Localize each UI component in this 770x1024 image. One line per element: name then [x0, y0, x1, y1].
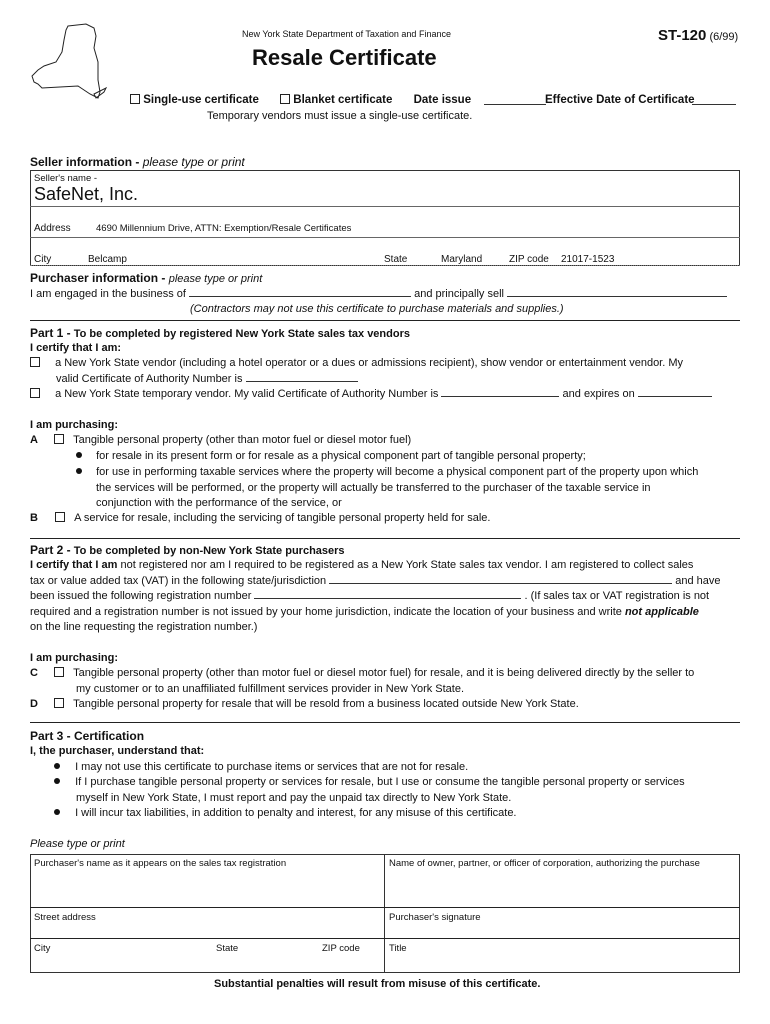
part3-bullet-2-line1: If I purchase tangible personal property or services for resale, but I use or consume the tangible personal property or services — [75, 776, 685, 788]
seller-state-value[interactable]: Maryland — [441, 254, 483, 265]
part2-line1 — [30, 559, 693, 571]
part1-heading-text: To be completed by registered New York State sales tax vendors — [73, 328, 410, 340]
option-a — [30, 434, 411, 446]
vendor-line2 — [56, 373, 358, 385]
temp-authority-number-field[interactable] — [441, 388, 559, 397]
date-issue-field[interactable] — [484, 104, 546, 105]
part1-purchasing-label: I am purchasing: — [30, 419, 119, 431]
option-a-bullet-1 — [76, 450, 586, 462]
part3-bullet-3 — [54, 807, 517, 819]
business-prefix: I am engaged in the business of — [30, 288, 186, 300]
part2-heading-label: Part 2 - — [30, 543, 71, 557]
box-row-divider-1 — [30, 907, 740, 908]
part2-line3-end: . (If sales tax or VAT registration is not — [524, 590, 710, 602]
purchaser-title-field[interactable]: Title — [389, 943, 407, 954]
part3-bullet-1 — [54, 761, 468, 773]
blanket-checkbox[interactable] — [280, 94, 290, 104]
part2-line4-text: required and a registration number is not issued by your home jurisdiction, indicate the location of your business and write — [30, 606, 622, 618]
part2-line4 — [30, 606, 699, 618]
print-note: Please type or print — [30, 838, 125, 850]
seller-name-value[interactable]: SafeNet, Inc. — [34, 184, 139, 204]
part3-heading: Part 3 - Certification — [30, 729, 145, 743]
part2-line2-text: tax or value added tax (VAT) in the following state/jurisdiction — [30, 575, 327, 587]
form-number-code: ST-120 — [658, 27, 707, 44]
penalty-notice: Substantial penalties will result from misuse of this certificate. — [214, 978, 541, 990]
seller-city-value[interactable]: Belcamp — [88, 254, 127, 265]
business-line — [30, 288, 727, 300]
purchaser-city-field[interactable]: City — [34, 943, 51, 954]
option-a-checkbox[interactable] — [54, 434, 64, 444]
seller-name-label: Seller's name - — [34, 173, 98, 184]
option-b-text: A service for resale, including the servicing of tangible personal property held for sale. — [74, 512, 491, 524]
purchaser-zip-field[interactable]: ZIP code — [322, 943, 360, 954]
bullet-icon — [76, 468, 82, 474]
seller-address-value[interactable]: 4690 Millennium Drive, ATTN: Exemption/Resale Certificates — [96, 223, 352, 234]
seller-city-underline — [30, 265, 740, 266]
bullet-icon — [54, 778, 60, 784]
option-c-letter: C — [30, 667, 38, 679]
vendor-text-line2: valid Certificate of Authority Number is — [56, 373, 243, 385]
seller-divider-1 — [30, 206, 740, 207]
part2-heading — [30, 543, 345, 557]
purchaser-signature-field[interactable]: Purchaser's signature — [389, 912, 481, 923]
seller-state-label: State — [384, 254, 408, 265]
part3-bullet-2 — [54, 776, 685, 788]
option-d-checkbox[interactable] — [54, 698, 64, 708]
owner-name-field[interactable]: Name of owner, partner, or officer of corporation, authorizing the purchase — [389, 858, 700, 869]
bullet-icon — [76, 452, 82, 458]
expires-label: and expires on — [562, 388, 635, 400]
part3-divider — [30, 722, 740, 723]
option-c-line1: Tangible personal property (other than motor fuel or diesel motor fuel) for resale, and it is being delivered directly by the seller to — [73, 667, 695, 679]
form-number — [658, 27, 738, 44]
bullet-icon — [54, 809, 60, 815]
authority-number-field[interactable] — [246, 373, 358, 382]
option-a-bullet-2 — [76, 466, 698, 478]
part2-line2 — [30, 575, 721, 587]
temp-vendor-text: a New York State temporary vendor. My valid Certificate of Authority Number is — [55, 388, 439, 400]
seller-heading — [30, 155, 245, 169]
effective-date-label: Effective Date of Certificate — [545, 94, 695, 106]
vendor-checkbox[interactable] — [30, 357, 40, 367]
purchaser-heading — [30, 271, 262, 285]
street-address-field[interactable]: Street address — [34, 912, 96, 923]
option-d-letter: D — [30, 698, 38, 710]
box-row-divider-2 — [30, 938, 740, 939]
option-a-text: Tangible personal property (other than motor fuel or diesel motor fuel) — [73, 434, 412, 446]
business-field[interactable] — [189, 288, 411, 297]
part1-heading — [30, 326, 410, 340]
contractor-note: (Contractors may not use this certificate to purchase materials and supplies.) — [190, 303, 564, 315]
option-b — [30, 512, 490, 524]
part2-line2-end: and have — [675, 575, 721, 587]
temp-vendor-checkbox[interactable] — [30, 388, 40, 398]
part3-bullet-3-text: I will incur tax liabilities, in addition to penalty and interest, for any misuse of this certificate. — [75, 807, 517, 819]
effective-date-field[interactable] — [692, 104, 736, 105]
business-mid: and principally sell — [414, 288, 504, 300]
part2-heading-text: To be completed by non-New York State purchasers — [73, 545, 345, 557]
option-b-checkbox[interactable] — [55, 512, 65, 522]
jurisdiction-field[interactable] — [329, 575, 672, 584]
option-b-letter: B — [30, 512, 38, 524]
purchaser-name-field[interactable]: Purchaser's name as it appears on the sales tax registration — [34, 858, 287, 869]
seller-zip-value[interactable]: 21017-1523 — [561, 254, 615, 265]
part1-divider — [30, 320, 740, 321]
box-vertical-divider — [384, 854, 385, 973]
option-a-bullet-2-line3: conjunction with the performance of the service, or — [96, 497, 342, 509]
option-c-line2: my customer or to an unaffiliated fulfillment services provider in New York State. — [76, 683, 465, 695]
blanket-label: Blanket certificate — [293, 94, 393, 106]
part2-purchasing-label: I am purchasing: — [30, 652, 119, 664]
purchaser-heading-note: please type or print — [168, 273, 263, 285]
vendor-option — [30, 357, 683, 369]
seller-divider-2 — [30, 237, 740, 238]
part3-bullet-2-line2: myself in New York State, I must report and pay the unpaid tax directly to New York State. — [76, 792, 512, 804]
part3-understand: I, the purchaser, understand that: — [30, 745, 205, 757]
option-a-bullet-1-text: for resale in its present form or for resale as a physical component part of tangible personal property; — [96, 450, 586, 462]
new-york-state-outline-logo — [28, 22, 110, 102]
part1-certify: I certify that I am: — [30, 342, 122, 354]
part2-certify: I certify that I am — [30, 559, 118, 571]
agency-name: New York State Department of Taxation and Finance — [242, 29, 451, 39]
option-a-bullet-2-line2: the services will be performed, or the property will actually be transferred to the purchaser of the taxable service in — [96, 482, 651, 494]
option-d — [30, 698, 579, 710]
seller-address-label: Address — [34, 223, 71, 234]
temporary-vendor-note: Temporary vendors must issue a single-use certificate. — [207, 110, 473, 122]
option-a-bullet-2-line1: for use in performing taxable services where the property will become a physical component part of the property upon which — [96, 466, 699, 478]
form-revision-date: (6/99) — [709, 31, 739, 43]
part2-line3-text: been issued the following registration number — [30, 590, 252, 602]
option-a-letter: A — [30, 434, 38, 446]
certification-box — [30, 854, 740, 973]
page-title: Resale Certificate — [252, 45, 437, 70]
seller-heading-text: Seller information - — [30, 155, 140, 169]
part2-line1-text: not registered nor am I required to be registered as a New York State sales tax vendor. I am registered to collect sales — [120, 559, 694, 571]
part2-line3 — [30, 590, 709, 602]
expires-date-field[interactable] — [638, 388, 712, 397]
single-use-label: Single-use certificate — [143, 94, 259, 106]
date-issue-label: Date issue — [413, 94, 472, 106]
seller-zip-label: ZIP code — [509, 254, 549, 265]
option-c-checkbox[interactable] — [54, 667, 64, 677]
option-c — [30, 667, 694, 679]
part2-line5: on the line requesting the registration number.) — [30, 621, 258, 633]
temp-vendor-option — [30, 388, 712, 400]
seller-city-label: City — [34, 254, 52, 265]
part1-heading-label: Part 1 - — [30, 326, 71, 340]
principally-sell-field[interactable] — [507, 288, 727, 297]
purchaser-state-field[interactable]: State — [216, 943, 239, 954]
part3-bullet-1-text: I may not use this certificate to purchase items or services that are not for resale. — [75, 761, 469, 773]
not-applicable-text: not applicable — [624, 606, 699, 618]
certificate-type-row — [130, 94, 471, 106]
single-use-checkbox[interactable] — [130, 94, 140, 104]
purchaser-heading-text: Purchaser information - — [30, 271, 166, 285]
vendor-text-line1: a New York State vendor (including a hotel operator or a dues or admissions recipient), show vendor or entertainment vendor. My — [55, 357, 684, 369]
bullet-icon — [54, 763, 60, 769]
registration-number-field[interactable] — [254, 590, 521, 599]
option-d-text: Tangible personal property for resale that will be resold from a business located outside New York State. — [73, 698, 579, 710]
seller-heading-note: please type or print — [142, 155, 245, 169]
part2-divider — [30, 538, 740, 539]
